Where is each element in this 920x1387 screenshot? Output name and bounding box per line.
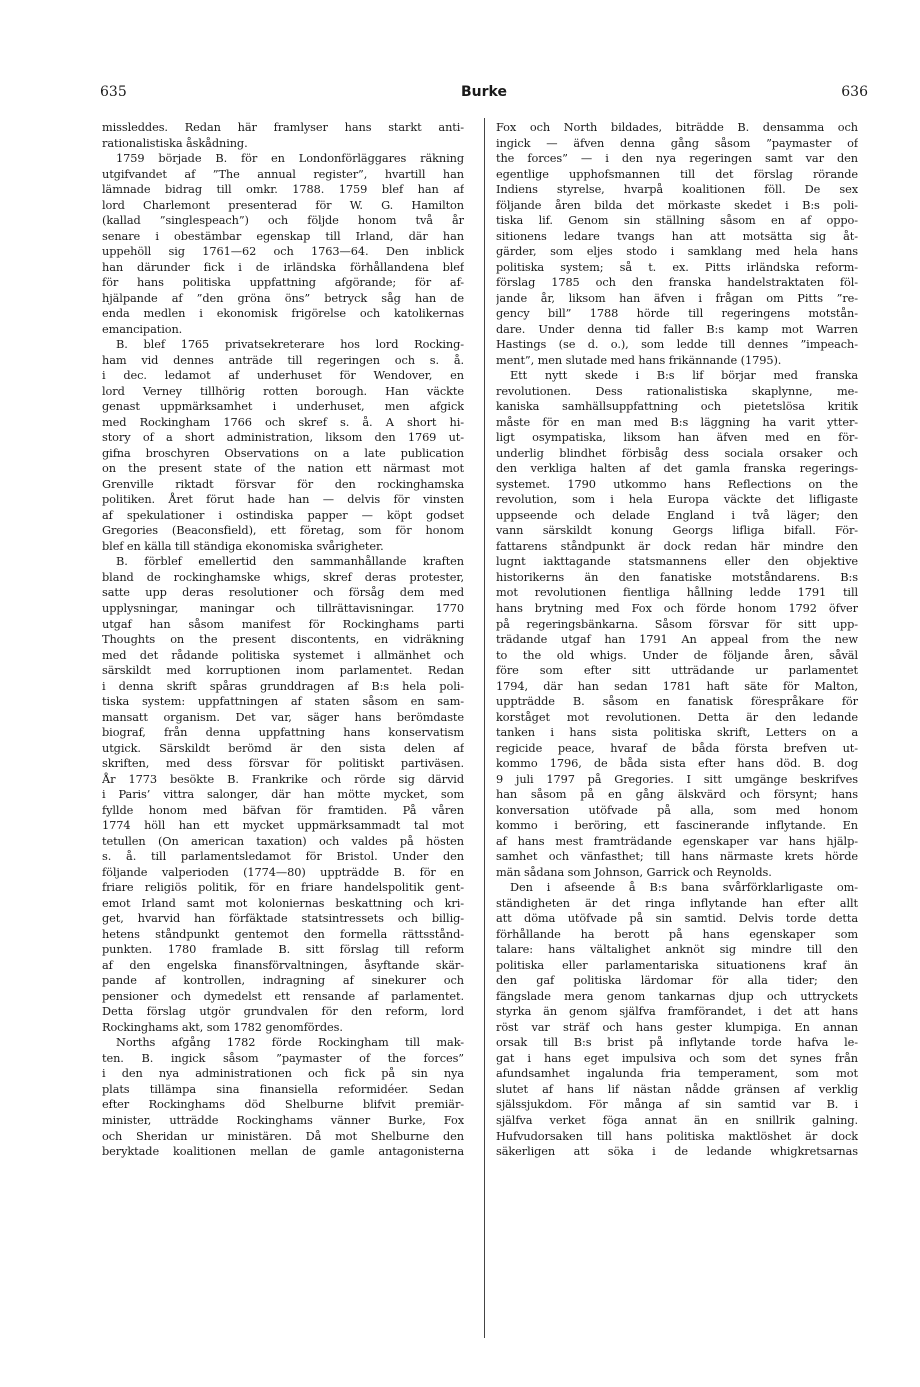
text-line: senare i obestämbar egenskap till Irland, där han: [102, 228, 464, 243]
text-line: konversation utöfvade på alla, som med honom: [496, 802, 858, 817]
text-line: styrka än genom själfva framförandet, i det att hans: [496, 1004, 858, 1019]
text-line: 1794, där han sedan 1781 haft säte för Malton,: [496, 678, 858, 693]
text-line: i dec. ledamot af underhuset för Wendover, en: [102, 368, 464, 383]
text-line: fängslade mera genom tankarnas djup och uttryckets: [496, 988, 858, 1003]
text-line: på regeringsbänkarna. Såsom försvar för sitt upp-: [496, 616, 858, 631]
text-line: ingick — äfven denna gång såsom ”paymaster of: [496, 135, 858, 150]
text-line: tetullen (On american taxation) och valdes på hösten: [102, 833, 464, 848]
text-line: röst var sträf och hans gester klumpiga. En annan: [496, 1019, 858, 1034]
text-line: beryktade koalitionen mellan de gamle antagonisterna: [102, 1144, 464, 1159]
text-line: regicide peace, hvaraf de båda första brefven ut-: [496, 740, 858, 755]
text-line: (kallad ”singlespeach”) och följde honom två år: [102, 213, 464, 228]
text-line: fyllde honom med bäfvan för framtiden. På våren: [102, 802, 464, 817]
text-line: the forces” — i den nya regeringen samt var den: [496, 151, 858, 166]
text-line: Norths afgång 1782 förde Rockingham till mak-: [116, 1035, 464, 1050]
text-line: Detta förslag utgör grundvalen för den reform, lord: [102, 1004, 464, 1019]
text-line: minister, utträdde Rockinghams vänner Burke, Fox: [102, 1113, 464, 1127]
text-line: af spekulationer i ostindiska papper — köpt godset: [102, 507, 464, 522]
text-line: B. blef 1765 privatsekreterare hos lord Rocking-: [116, 337, 464, 352]
text-line: biograf, från denna uppfattning hans konservatism: [102, 725, 464, 740]
text-line: upplysningar, maningar och tillrättavisningar. 1770: [102, 600, 464, 615]
text-line: Hastings (se d. o.), som ledde till dennes ”impeach-: [496, 337, 858, 352]
text-line: friare religiös politik, för en friare handelspolitik gent-: [102, 880, 464, 895]
text-line: mot revolutionen fientliga hållning ledde 1791 till: [496, 585, 858, 600]
text-line: Gregories (Beaconsfield), ett företag, som för honom: [102, 523, 464, 538]
text-line: afundsamhet ingalunda fria temperament, som mot: [496, 1066, 858, 1081]
text-line: säkerligen att söka i de ledande whigkretsarnas: [496, 1144, 858, 1159]
text-line: s. å. till parlamentsledamot för Bristol. Under den: [102, 849, 464, 864]
text-line: kommo i beröring, ett fascinerande inflytande. En: [496, 818, 858, 833]
text-line: att döma utöfvade på sin samtid. Delvis torde detta: [496, 911, 858, 926]
text-line: efter Rockinghams död Shelburne blifvit premiär-: [102, 1097, 464, 1112]
text-line: uppehöll sig 1761—62 och 1763—64. Den inblick: [102, 244, 464, 259]
text-line: med Rockingham 1766 och skref s. å. A short hi-: [102, 414, 464, 429]
text-line: män sådana som Johnson, Garrick och Reynolds.: [496, 864, 772, 879]
text-line: emancipation.: [102, 321, 183, 336]
text-line: för hans politiska uppfattning afgörande; för af-: [102, 275, 464, 290]
text-line: i denna skrift spåras grunddragen af B:s hela poli-: [102, 678, 464, 693]
text-line: lugnt iakttagande statsmannens eller den objektive: [496, 554, 858, 569]
text-line: uppträdde B. såsom en fanatisk förespråkare för: [496, 694, 858, 709]
text-line: lord Verney tillhörig rotten borough. Han väckte: [102, 383, 464, 398]
text-line: underlig blindhet förbisåg dess sociala orsaker och: [496, 445, 858, 460]
text-line: politiken. Året förut hade han — delvis för vinsten: [102, 492, 464, 507]
page-number-right: 636: [841, 84, 868, 100]
text-line: utgick. Särskildt berömd är den sista delen af: [102, 740, 464, 755]
text-line: Indiens styrelse, hvarpå koalitionen föll. De sex: [496, 182, 858, 197]
text-line: dare. Under denna tid faller B:s kamp mot Warren: [496, 321, 858, 336]
text-line: genast uppmärksamhet i underhuset, men afgick: [102, 399, 464, 414]
text-line: i Paris’ vittra salonger, där han mötte mycket, som: [102, 787, 464, 802]
text-line: ham vid dennes anträde till regeringen och s. å.: [102, 352, 464, 367]
text-line: enda medlen i ekonomisk frigörelse och katolikernas: [102, 306, 464, 321]
text-line: själfva verket föga annat än en snillrik galning.: [496, 1113, 858, 1127]
text-line: lord Charlemont presenterad för W. G. Hamilton: [102, 197, 464, 212]
text-line: den gaf politiska lärdomar för alla tider; den: [496, 973, 858, 988]
text-line: kommo 1796, de båda sista efter hans död. B. dog: [496, 756, 858, 771]
text-line: mansatt organism. Det var, säger hans berömdaste: [102, 709, 464, 724]
text-line: Fox och North bildades, biträdde B. densamma och: [496, 120, 858, 134]
text-line: själssjukdom. För många af sin samtid var B. i: [496, 1097, 858, 1112]
text-line: med det rådande politiska systemet i allmänhet och: [102, 647, 464, 662]
text-line: af hans mest framträdande egenskaper var hans hjälp-: [496, 833, 858, 848]
text-line: gat i hans eget impulsiva och som det synes från: [496, 1050, 858, 1065]
text-line: bland de rockinghamske whigs, skref deras protester,: [102, 569, 464, 584]
left-text-column: [102, 120, 464, 1370]
text-line: Den i afseende å B:s bana svårförklarligaste om-: [510, 880, 858, 895]
text-line: måste för en man med B:s läggning ha varit ytter-: [496, 414, 858, 429]
text-line: utgaf han såsom manifest för Rockinghams parti: [102, 616, 464, 631]
text-line: ment”, men slutade med hans frikännande (1795).: [496, 352, 782, 367]
text-line: korståget mot revolutionen. Detta är den ledande: [496, 709, 858, 724]
text-line: trädande utgaf han 1791 An appeal from the new: [496, 632, 858, 647]
running-headword: Burke: [461, 84, 507, 100]
text-line: ständigheten är det ringa inflytande han efter allt: [496, 895, 858, 910]
text-line: 9 juli 1797 på Gregories. I sitt umgänge beskrifves: [496, 771, 858, 786]
page-number-left: 635: [100, 84, 127, 100]
text-line: sitionens ledare tvangs han att motsätta sig åt-: [496, 228, 858, 243]
text-line: orsak till B:s brist på inflytande torde hafva le-: [496, 1035, 858, 1050]
text-line: tiska lif. Genom sin ställning såsom en af oppo-: [496, 213, 858, 228]
column-divider: [484, 118, 485, 1338]
text-line: politiska system; så t. ex. Pitts irländska reform-: [496, 259, 858, 274]
text-line: rationalistiska åskådning.: [102, 135, 248, 150]
text-line: vann särskildt konung Georgs lifliga bifall. För-: [496, 523, 858, 538]
text-line: ten. B. ingick såsom ”paymaster of the forces”: [102, 1050, 464, 1065]
text-line: tanken i hans sista politiska skrift, Letters on a: [496, 725, 858, 740]
text-line: Thoughts on the present discontents, en vidräkning: [102, 632, 464, 647]
text-line: följande valperioden (1774—80) uppträdde B. för en: [102, 864, 464, 879]
text-line: to the old whigs. Under de följande åren, såväl: [496, 647, 858, 662]
text-line: jande år, liksom han äfven i frågan om Pitts ”re-: [496, 290, 858, 305]
text-line: skriften, med dess försvar för politiskt partiväsen.: [102, 756, 464, 771]
text-line: gency bill” 1788 hörde till regeringens motstån-: [496, 306, 858, 321]
text-line: kaniska samhällsuppfattning och pietetslösa kritik: [496, 399, 858, 414]
text-line: hjälpande af ”den gröna öns” betryck såg han de: [102, 290, 464, 305]
text-line: punkten. 1780 framlade B. sitt förslag till reform: [102, 942, 464, 957]
text-line: 1774 höll han ett mycket uppmärksammadt tal mot: [102, 818, 464, 833]
text-line: han därunder fick i de irländska förhållandena blef: [102, 259, 464, 274]
text-line: historikerns än den fanatiske motståndarens. B:s: [496, 569, 858, 584]
text-line: emot Irland samt mot koloniernas beskattning och kri-: [102, 895, 464, 910]
text-line: on the present state of the nation ett närmast mot: [102, 461, 464, 476]
text-line: politiska eller parlamentariska situationens kraf än: [496, 957, 858, 972]
text-line: i den nya administrationen och fick på sin nya: [102, 1066, 464, 1081]
text-line: revolution, som i hela Europa väckte det lifligaste: [496, 492, 858, 507]
text-line: förhållande ha berott på hans egenskaper som: [496, 926, 858, 941]
text-line: talare: hans vältalighet anknöt sig mindre till den: [496, 942, 858, 957]
text-line: han såsom på en gång älskvärd och försynt; hans: [496, 787, 858, 802]
text-line: den verkliga halten af det gamla franska regerings-: [496, 461, 858, 476]
text-line: fattarens ståndpunkt är dock redan här mindre den: [496, 538, 858, 553]
text-line: Ett nytt skede i B:s lif börjar med franska: [510, 368, 858, 383]
text-line: lämnade bidrag till omkr. 1788. 1759 blef han af: [102, 182, 464, 197]
text-line: satte upp deras resolutioner och försåg dem med: [102, 585, 464, 600]
text-line: ligt osympatiska, liksom han äfven med en för-: [496, 430, 858, 445]
text-line: hans brytning med Fox och förde honom 1792 öfver: [496, 600, 858, 615]
page-header: [100, 84, 868, 104]
text-line: tiska system: uppfattningen af staten såsom en sam-: [102, 694, 464, 709]
text-line: Grenville riktadt försvar för den rockinghamska: [102, 476, 464, 491]
text-line: egentlige upphofsmannen till det förslag rörande: [496, 166, 858, 181]
right-text-column: [496, 120, 858, 1370]
text-line: Rockinghams akt, som 1782 genomfördes.: [102, 1019, 343, 1034]
text-line: story of a short administration, liksom den 1769 ut-: [102, 430, 464, 445]
text-line: gärder, som eljes stodo i samklang med hela hans: [496, 244, 858, 259]
text-line: pande af kontrollen, indragning af sinekurer och: [102, 973, 464, 988]
text-line: blef en källa till ständiga ekonomiska svårigheter.: [102, 538, 384, 553]
text-line: revolutionen. Dess rationalistiska skaplynne, me-: [496, 383, 858, 398]
text-line: följande åren bilda det mörkaste skedet i B:s poli-: [496, 197, 858, 212]
text-line: B. förblef emellertid den sammanhållande kraften: [116, 554, 464, 569]
text-line: förslag 1785 och den franska handelstraktaten föl-: [496, 275, 858, 290]
text-line: uppseende och delade England i två läger; den: [496, 507, 858, 522]
text-line: hetens ståndpunkt gentemot den formella rättsstånd-: [102, 926, 464, 941]
text-line: af den engelska finansförvaltningen, åsyftande skär-: [102, 957, 464, 972]
text-line: gifna broschyren Observations on a late publication: [102, 445, 464, 460]
text-line: särskildt med korruptionen inom parlamentet. Redan: [102, 663, 464, 678]
text-line: plats tillämpa sina finansiella reformidéer. Sedan: [102, 1081, 464, 1096]
text-line: samhet och vänfasthet; till hans närmaste krets hörde: [496, 849, 858, 864]
text-line: År 1773 besökte B. Frankrike och rörde sig därvid: [102, 771, 464, 786]
text-line: slutet af hans lif nästan nådde gränsen af verklig: [496, 1081, 858, 1096]
text-line: pensioner och dymedelst ett rensande af parlamentet.: [102, 988, 464, 1003]
text-line: före som efter sitt utträdande ur parlamentet: [496, 663, 858, 678]
text-line: Hufvudorsaken till hans politiska maktlöshet är dock: [496, 1128, 858, 1143]
text-line: get, hvarvid han förfäktade statsintressets och billig-: [102, 911, 464, 926]
text-line: 1759 började B. för en Londonförläggares räkning: [116, 151, 464, 166]
text-line: missleddes. Redan här framlyser hans starkt anti-: [102, 120, 464, 134]
text-line: utgifvandet af ”The annual register”, hvartill han: [102, 166, 464, 181]
text-line: systemet. 1790 utkommo hans Reflections on the: [496, 476, 858, 491]
text-line: och Sheridan ur ministären. Då mot Shelburne den: [102, 1128, 464, 1143]
